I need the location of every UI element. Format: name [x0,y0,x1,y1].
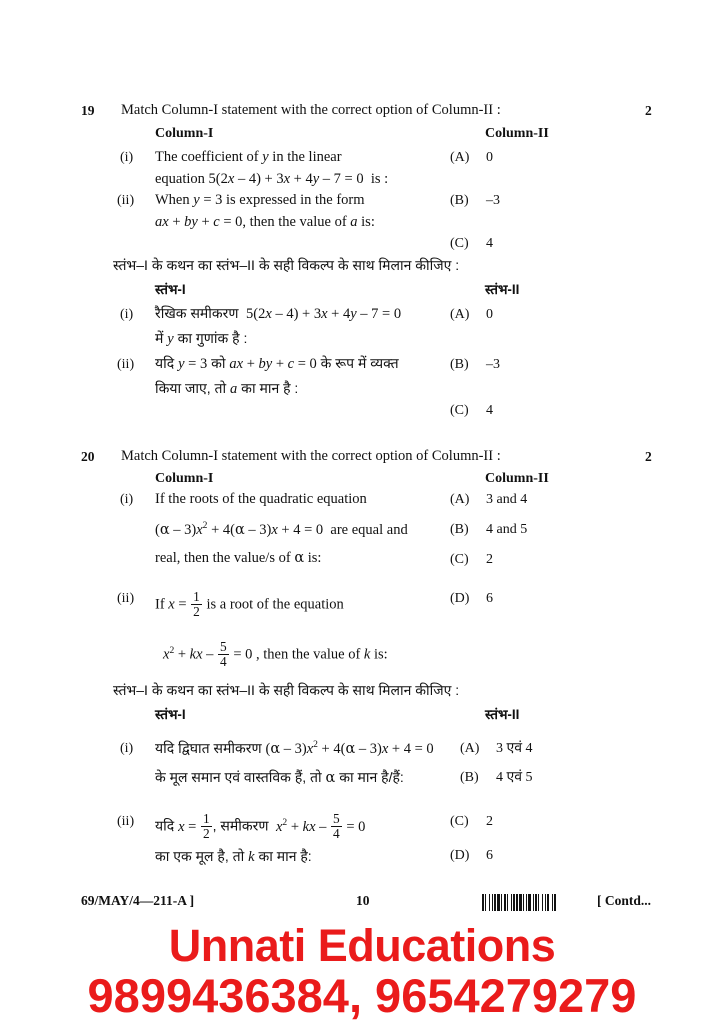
item-label: (ii) [117,814,135,829]
fraction-one-half [191,590,202,618]
item-text-line-hindi [155,849,312,865]
fraction-denominator: 2 [202,825,210,841]
item-text-tail: = 3 is expressed in the form [199,192,365,208]
item-label: (ii) [117,193,135,208]
question-prompt-hindi: स्तंभ–I के कथन का स्तंभ–II के सही विकल्प के साथ मिलान कीजिए : [113,682,460,698]
option-value: –3 [486,193,500,208]
option-label: (B) [450,522,469,537]
column-ii-header-english: Column-II [485,126,549,141]
item-text-tail: का मान है : [237,380,299,396]
question-prompt-hindi: स्तंभ–I के कथन का स्तंभ–II के सही विकल्प के साथ मिलान कीजिए : [113,257,460,273]
option-label: (C) [450,814,469,829]
column-ii-header-hindi: स्तंभ-II [485,707,520,722]
item-text-line-hindi [155,381,298,397]
item-label: (i) [120,741,134,756]
item-text-line [155,551,321,566]
option-label: (A) [460,741,480,756]
item-label: (i) [120,307,134,322]
option-value: 3 एवं 4 [496,741,533,756]
item-text-line-hindi: यदि y = 3 को ax + by + c = 0 के रूप में व्यक्त [155,355,399,372]
item-text-line [155,193,365,208]
option-label: (C) [450,552,469,567]
option-label: (C) [450,236,469,251]
option-label: (D) [450,848,470,863]
item-label: (i) [120,492,134,507]
option-value: 6 [486,591,493,606]
option-label: (D) [450,591,470,606]
barcode [482,894,590,911]
item-text-line-hindi: यदि द्विघात समीकरण $(\alpha - 3)x^2 + 4(\alpha - 3)x + 4 = 0$ [155,739,434,757]
option-label: (B) [460,770,479,785]
option-value: –3 [486,357,500,372]
item-text: रैखिक समीकरण [155,305,239,321]
paper-code: 69/MAY/4—211-A ] [81,893,195,908]
fraction-numerator: 1 [193,589,200,604]
column-i-header-english: Column-I [155,126,214,141]
item-label: (ii) [117,357,135,372]
item-text: real, then the value/s of [155,550,295,566]
item-text-tail: का मान है/हैं: [335,769,404,785]
question-prompt-english: Match Column-I statement with the correct option of Column-II : [121,448,501,464]
option-value: 4 एवं 5 [496,770,533,785]
item-text: यदि [155,817,179,834]
question-number: 19 [81,103,95,118]
alpha-symbol: α [325,770,336,786]
item-text-tail: का गुणांक है : [173,330,248,346]
item-text-tail: in the linear [268,149,342,165]
column-i-header-hindi: स्तंभ-I [155,282,186,297]
contd-label: [ Contd... [597,893,652,908]
math-variable: a [230,381,238,397]
option-value: 4 [486,403,493,418]
item-text-line-hindi: रैखिक समीकरण 5(2x – 4) + 3x + 4y – 7 = 0 [155,305,402,322]
option-value: 2 [486,814,493,829]
item-text: में [155,330,168,346]
item-text-mid: को [207,355,230,371]
option-label: (A) [450,492,470,507]
item-text-line-hindi: यदि x = $\frac{1}{2}$ , समीकरण $x^2$ + kx – $\frac{5}{4}$ = 0 [155,811,366,841]
page-footer [0,893,724,915]
item-text: The coefficient of [155,149,263,165]
option-value: 6 [486,848,493,863]
item-equation-line: equation 5(2x – 4) + 3x + 4y – 7 = 0 is : [155,171,389,187]
fraction-five-fourths: $\frac{5}{4}$ [220,639,227,669]
fraction-one-half [201,812,212,840]
option-label: (C) [450,403,469,418]
page-number: 10 [356,893,370,908]
option-value: 3 and 4 [486,492,528,507]
item-text: का एक मूल है, तो [155,848,249,864]
option-value: 4 and 5 [486,522,528,537]
fraction-denominator: 2 [193,603,200,619]
watermark-brand-name: Unnati Educations [168,920,556,971]
column-ii-header-hindi: स्तंभ-II [485,282,520,297]
item-equation-line: $x^2$ + kx – $\frac{5}{4}$ = 0 , then the value of k is: [163,639,388,669]
option-label: (A) [450,307,470,322]
fraction-five-fourths: $\frac{5}{4}$ [333,811,340,841]
alpha-symbol: α [294,550,305,566]
item-text: किया जाए, तो [155,380,231,396]
item-text: के मूल समान एवं वास्तविक हैं, तो [155,769,326,785]
item-text-tail: का मान है: [254,848,312,864]
item-text-line-hindi [155,331,247,347]
item-text-line [155,150,342,165]
column-ii-header-english: Column-II [485,471,549,486]
item-text-line: If x = $\frac{1}{2}$ is a root of the equation [155,589,344,619]
item-label: (ii) [117,591,135,606]
item-text-tail: के रूप में व्यक्त [316,355,399,371]
option-value: 0 [486,150,493,165]
watermark-phone-number: 9899436384, 9654279279 [87,969,637,1022]
option-label: (A) [450,150,470,165]
math-variable: y [262,149,269,165]
math-variable: y [167,331,174,347]
option-label: (B) [450,357,469,372]
question-marks: 2 [645,103,652,118]
column-i-header-hindi: स्तंभ-I [155,707,186,722]
math-variable: k [248,849,255,865]
option-label: (B) [450,193,469,208]
item-equation-line: ax + by + c = 0, then the value of a is: [155,214,375,230]
option-value: 0 [486,307,493,322]
item-text: If the roots of the quadratic equation [155,491,367,507]
question-prompt-english: Match Column-I statement with the correct option of Column-II : [121,102,501,118]
item-label: (i) [120,150,134,165]
math-variable: y [193,192,200,208]
question-number: 20 [81,449,95,464]
item-equation-line: $(\alpha - 3)x^2 + 4(\alpha - 3)x + 4 = 0$ are equal and [155,520,408,538]
item-text: When [155,192,194,208]
item-text: यदि [155,355,179,371]
item-text-line-hindi [155,770,404,786]
item-text: यदि द्विघात समीकरण [155,739,266,756]
question-marks: 2 [645,449,652,464]
column-i-header-english: Column-I [155,471,214,486]
item-text-mid: , समीकरण [212,817,273,834]
item-text-tail: is: [304,550,322,566]
option-value: 4 [486,236,493,251]
fraction-numerator: 1 [202,811,210,826]
option-value: 2 [486,552,493,567]
